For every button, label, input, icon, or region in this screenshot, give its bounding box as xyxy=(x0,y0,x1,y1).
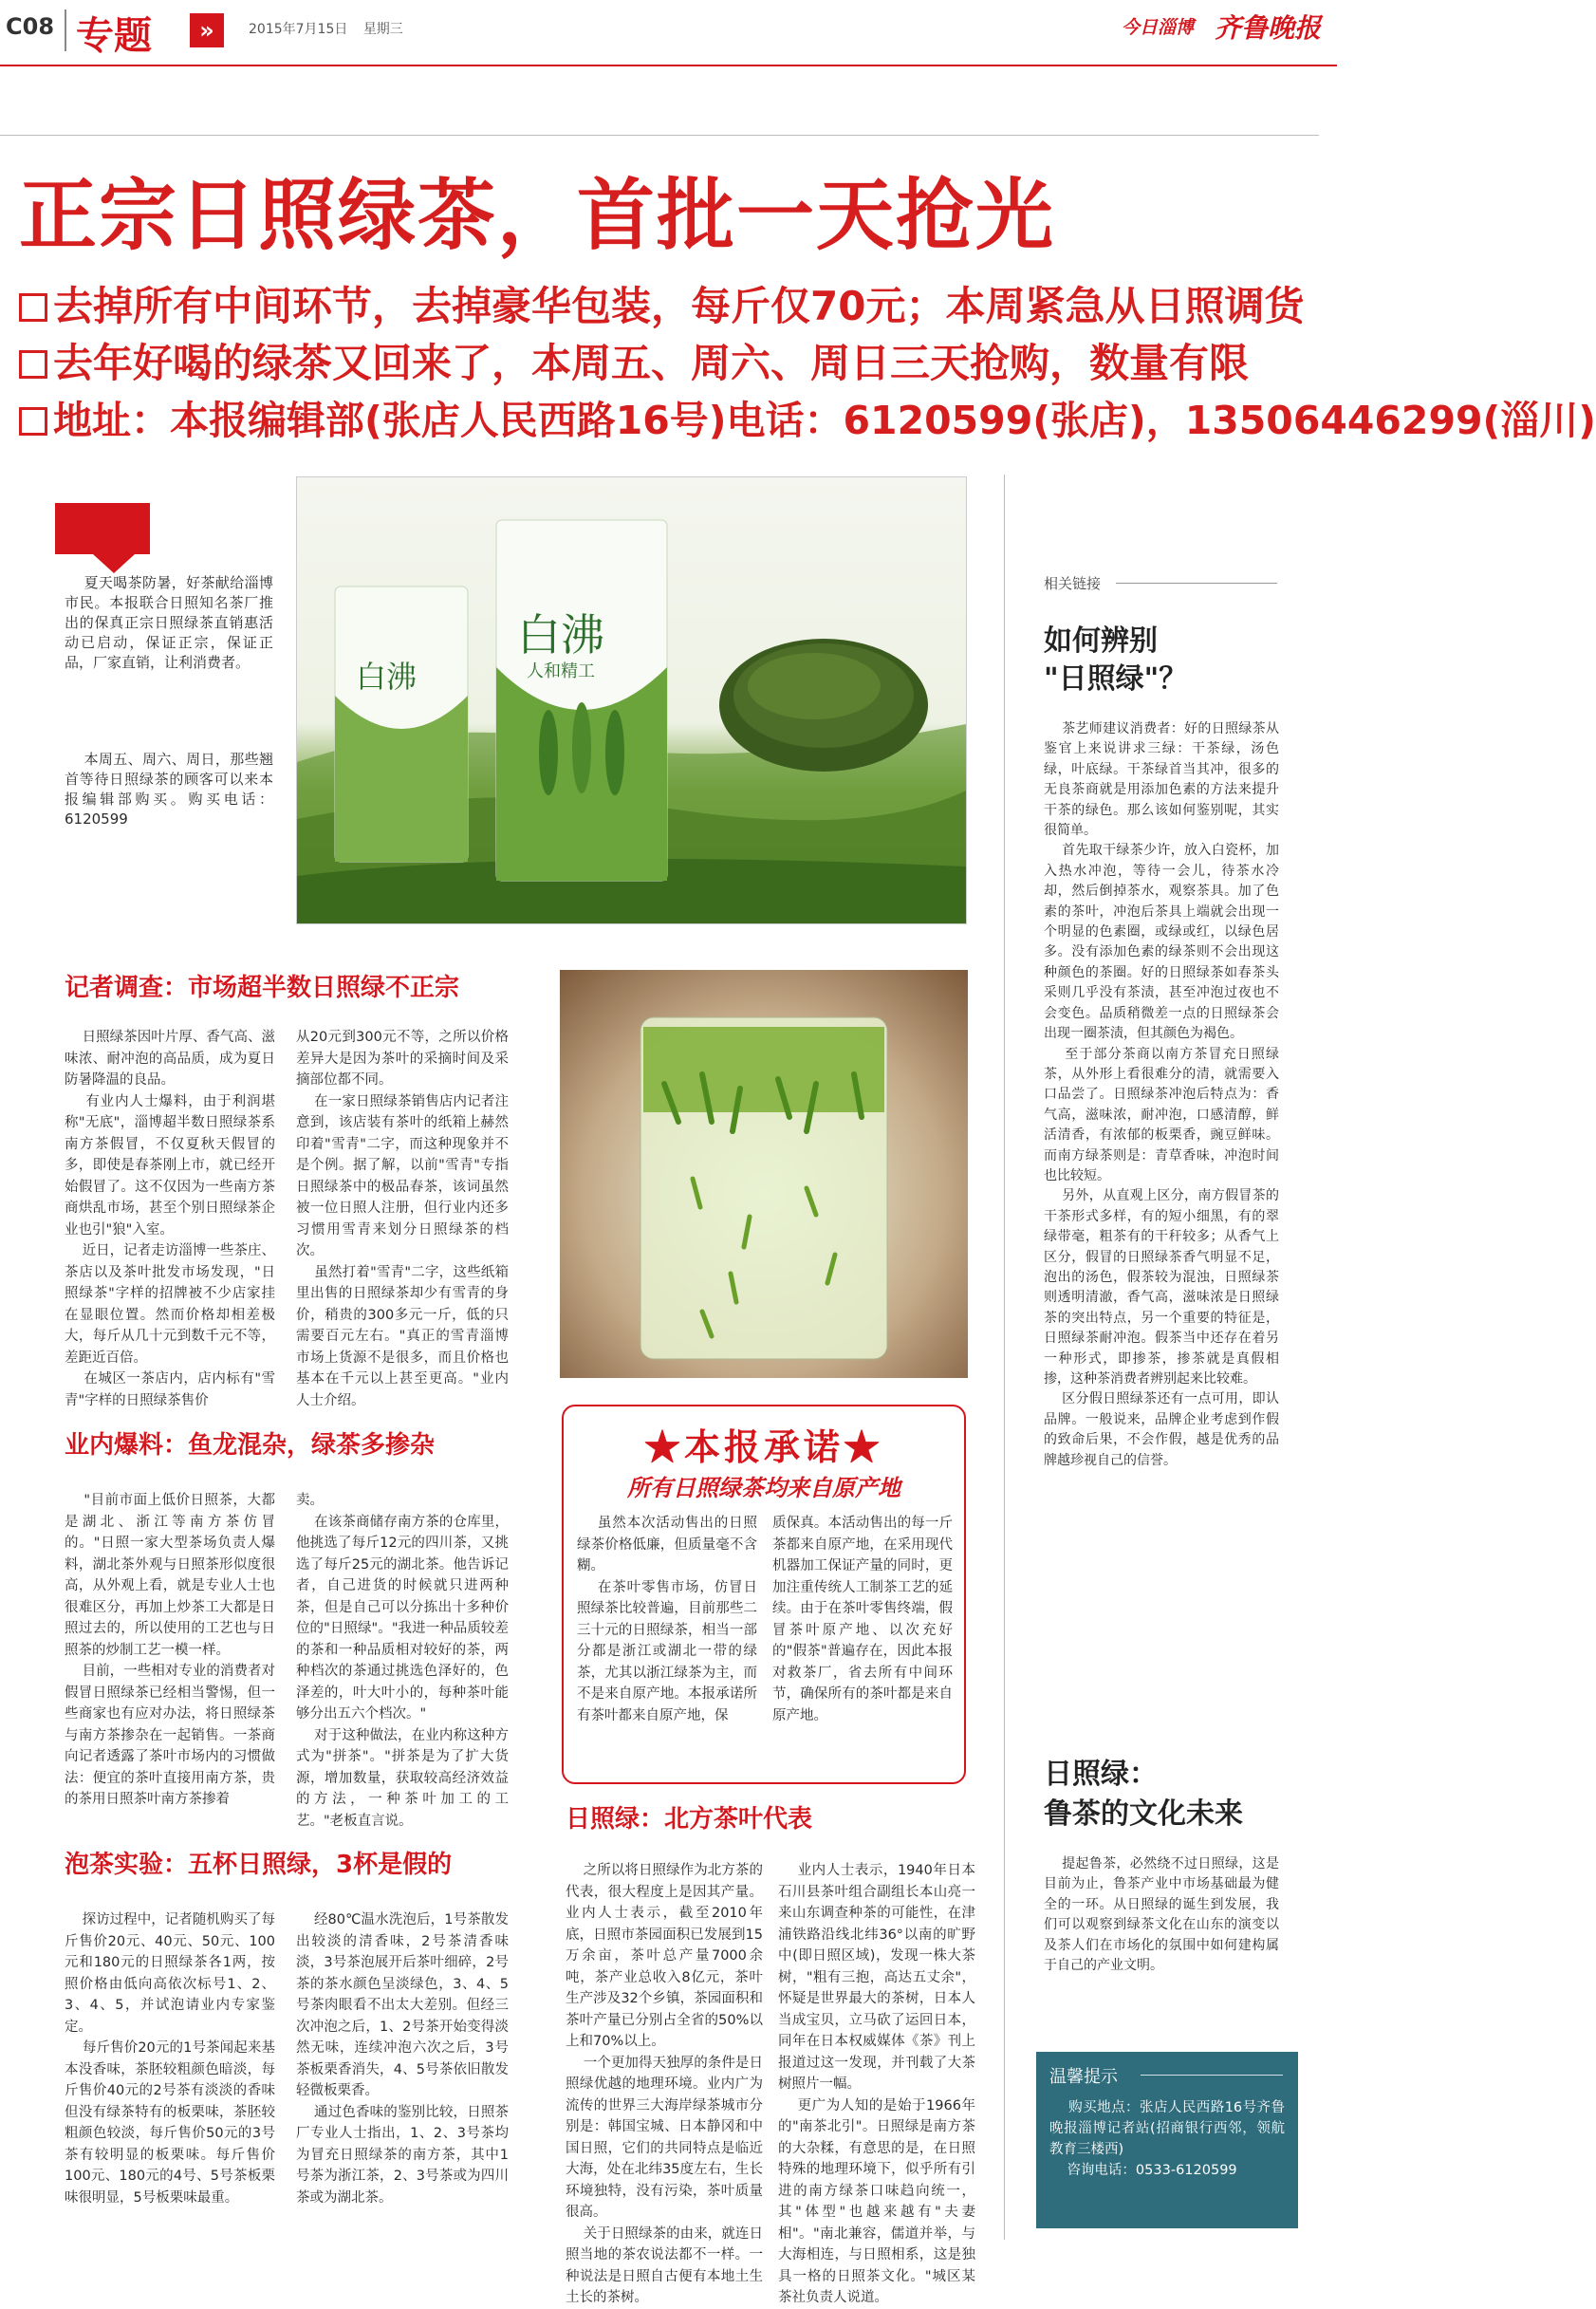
highlight-line-2 xyxy=(19,340,1249,387)
bag-label-small: 白沸 xyxy=(356,659,418,695)
promise-title: ★本报承诺★ xyxy=(643,1425,883,1468)
tip-body: 购买地点：张店人民西路16号齐鲁晚报淄博记者站(招商银行西邻，领航教育三楼西) 咨询电话：0533-6120599 xyxy=(1049,2100,1286,2178)
promise-col-1: 虽然本次活动售出的日照绿茶价格低廉，但质量毫不含糊。 在茶叶零售市场，仿冒日照绿茶比较普遍，目前那些二三十元的日照绿茶，相当一部分都是浙江或湖北一带的绿茶，尤其以浙江绿茶为主，而不是来自原产地。本报承诺所有茶叶都来自原产地，保 xyxy=(577,1516,758,1723)
newspaper-logo: 齐鲁晚报 xyxy=(1215,12,1322,44)
section-arrow-icon: » xyxy=(190,13,224,47)
identify-title-line-2: "日照绿"？ xyxy=(1044,662,1188,696)
checkbox-icon xyxy=(19,350,47,379)
identify-body: 茶艺师建议消费者：好的日照绿茶从鉴官上来说讲求三绿：干茶绿，汤色绿，叶底绿。干茶绿首当其冲，很多的无良茶商就是用添加色素的方法来提升干茶的绿色。那么该如何鉴别呢，其实很简单。 首先取干绿茶少许，放入白瓷杯，加入热水冲泡，等待一会儿，待茶水冷却，然后倒掉茶水，观察茶具。加了色素的茶叶，冲泡后茶具上端就会出现一个明显的色素圈，或绿或红，以绿色居多。没有添加色素的绿茶则不会出现这种颜色的茶圈。好的日照绿茶如春茶头采则几乎没有茶渍，甚至冲泡过夜也不会变色。品质稍微差一点的日照绿茶会出现一圈茶渍，但其颜色为褐色。 至于部分茶商以南方茶冒充日照绿茶，从外形上看很难分的清，就需要入口品尝了。日照绿茶冲泡后特点为：香气高，滋味浓，耐冲泡，口感清醇，鲜活清香，有浓郁的板栗香，豌豆鲜味。而南方绿茶则是：青草香味，冲泡时间也比较短。 另外，从直观上区分，南方假冒茶的干茶形式多样，有的短小细黑，有的翠绿带毫，粗茶有的干秆较多；从香气上区分，假冒的日照绿茶香气明显不足，泡出的汤色，假茶较为混浊，日照绿茶则透明清澈，香气高，滋味浓是日照绿茶的突出特点，另一个重要的特征是，日照绿茶耐冲泡。假茶当中还存在着另一种形式，即掺茶，掺茶就是真假相掺，这种茶消费者辨别起来比较难。 区分假日照绿茶还有一点可用，即认品牌。一般说来，品牌企业考虑到作假的致命后果，不会作假，越是优秀的品牌越珍视自己的信誉。 xyxy=(1044,721,1279,1468)
insider-col-2: 卖。 在该茶商储存南方茶的仓库里，他挑选了每斤12元的四川茶，又挑选了每斤25元的湖北茶。他告诉记者，自己进货的时候就只进两种茶，但是自己可以分拣出十多种价位的"日照绿"。"我进一种品质较差的茶和一种品质相对较好的茶，两种档次的茶通过挑选色泽好的，色泽差的，叶大叶小的，每种茶叶能够分出五六个档次。" 对于这种做法，在业内称这种方式为"拼茶"。"拼茶是为了扩大货源，增加数量，获取较高经济效益的方法，一种茶叶加工的工艺。"老板直言说。 xyxy=(296,1493,510,1829)
intro-paragraph-2: 本周五、周六、周日，那些翘首等待日照绿茶的顾客可以来本报编辑部购买。购买电话：6120599 xyxy=(65,751,273,828)
north-tea-col-2: 业内人士表示，1940年日本石川县茶叶组合副组长本山亮一来山东调查种茶的可能性，在津浦铁路沿线北纬36°以南的旷野中(即日照区域)，发现一株大茶树，"粗有三抱，高达五丈余"，怀疑是世界最大的茶树，日本人当成宝贝，立马砍了运回日本，同年在日本权威媒体《茶》刊上报道过这一发现，并刊载了大茶树照片一幅。 更广为人知的是始于1966年的"南茶北引"。日照绿是南方茶的大杂糅，有意思的是，在日照特殊的地理环境下，似乎所有引进的南方绿茶口味趋向统一，其"体型"也越来越有"夫妻相"。"南北兼容，儒道并举，与大海相连，与日照相系，这是独具一格的日照茶文化。"城区某茶社负责人说道。 xyxy=(778,1863,975,2305)
experiment-col-2: 经80℃温水洗泡后，1号茶散发出较淡的清香味，2号茶清香味淡，3号茶泡展开后茶叶细碎，2号茶的茶水颜色呈淡绿色，3、4、5号茶肉眼看不出太大差别。但经三次冲泡之后，1、2号茶开始变得淡然无味，连续冲泡六次之后，3号茶板栗香消失，4、5号茶依旧散发轻微板栗香。 通过色香味的鉴别比较，日照茶厂专业人士指出，1、2、3号茶均为冒充日照绿茶的南方茶，其中1号茶为浙江茶，2、3号茶或为四川茶或为湖北茶。 xyxy=(296,1912,510,2206)
section-title-insider: 业内爆料：鱼龙混杂，绿茶多掺杂 xyxy=(65,1431,436,1460)
culture-title-line-1: 日照绿： xyxy=(1044,1758,1158,1791)
sidebar-divider xyxy=(1004,475,1005,2240)
culture-body: 提起鲁茶，必然绕不过日照绿，这是目前为止，鲁茶产业中市场基础最为健全的一环。从日照绿的诞生到发展，我们可以观察到绿茶文化在山东的演变以及茶人们在市场化的氛围中如何建构属于自己的产业文明。 xyxy=(1044,1856,1279,1974)
investigation-col-2: 从20元到300元不等，之所以价格差异大是因为茶叶的采摘时间及采摘部位都不同。 在一家日照绿茶销售店内记者注意到，该店装有茶叶的纸箱上赫然印着"雪青"二字，而这种现象并不是个例。据了解，以前"雪青"专指日照绿茶中的极品春茶，该词虽然被一位日照人注册，但行业内还多习惯用雪青来划分日照绿茶的档次。 虽然打着"雪青"二字，这些纸箱里出售的日照绿茶却少有雪青的身价，稍贵的300多元一斤，低的只需要百元左右。"真正的雪青淄博市场上货源不是很多，而且价格也基本在千元以上甚至更高。"业内人士介绍。 xyxy=(296,1030,510,1408)
intro-paragraph-1: 夏天喝茶防暑，好茶献给淄博市民。本报联合日照知名茶厂推出的保真正宗日照绿茶直销惠活动已启动，保证正宗，保证正品，厂家直销，让利消费者。 xyxy=(65,574,273,671)
highlight-text: 地址：本报编辑部(张店人民西路16号)电话：6120599(张店)，13506446299(淄川) xyxy=(53,398,1596,443)
tip-label: 温馨提示 xyxy=(1049,2067,1118,2087)
section-label: 专题 xyxy=(76,14,152,58)
checkbox-icon xyxy=(19,407,47,436)
headline: 正宗日照绿茶，首批一天抢光 xyxy=(19,171,1056,261)
highlight-line-1 xyxy=(19,283,1304,330)
column-name: 今日淄博 xyxy=(1122,17,1195,38)
tea-products-illustration xyxy=(297,477,966,923)
page-header xyxy=(0,0,1337,87)
insider-col-1: "目前市面上低价日照茶，大都是湖北、浙江等南方茶仿冒的。"日照一家大型茶场负责人爆料，湖北茶外观与日照茶形似度很高，从外观上看，就是专业人士也很难区分，再加上炒茶工大都是日照过去的，所以使用的工艺也与日照茶的炒制工艺一模一样。 目前，一些相对专业的消费者对假冒日照绿茶已经相当警惕，但一些商家也有应对办法，将日照绿茶与南方茶掺杂在一起销售。一茶商向记者透露了茶叶市场内的习惯做法：便宜的茶叶直接用南方茶，贵的茶用日照茶叶南方茶掺着 xyxy=(65,1493,276,1807)
weekday-text: 星期三 xyxy=(362,22,403,37)
header-rule xyxy=(0,65,1337,66)
related-links-label: 相关链接 xyxy=(1044,575,1102,592)
highlight-text: 去年好喝的绿茶又回来了，本周五、周六、周日三天抢购，数量有限 xyxy=(53,340,1250,386)
tip-label-rule xyxy=(1141,2075,1283,2076)
experiment-col-1: 探访过程中，记者随机购买了每斤售价20元、40元、50元、100元和180元的日照绿茶各1两，按照价格由低向高依次标号1、2、3、4、5，并试泡请业内专家鉴定。 每斤售价20元的1号茶闻起来基本没香味，茶胚较粗颜色暗淡，每斤售价40元的2号茶有淡淡的香味但没有绿茶特有的板栗味，茶胚较粗颜色较淡，每斤售价50元的3号茶有较明显的板栗味。每斤售价100元、180元的4号、5号茶板栗味很明显，5号板栗味最重。 xyxy=(65,1912,276,2206)
bag-label-main: 白沸 xyxy=(517,609,604,661)
north-tea-col-1: 之所以将日照绿作为北方茶的代表，很大程度上是因其产量。业内人士表示，截至2010年底，日照市茶园面积已发展到15万余亩，茶叶总产量7000余吨，茶产业总收入8亿元，茶叶生产涉及32个乡镇，茶园面积和茶叶产量已分别占全省的50%以上和70%以上。 一个更加得天独厚的条件是日照绿优越的地理环境。业内广为流传的世界三大海岸绿茶城市分别是：韩国宝城、日本静冈和中国日照，它们的共同特点是临近大海，处在北纬35度左右，生长环境独特，没有污染，茶叶质量很高。 关于日照绿茶的由来，就连日照当地的茶农说法都不一样。一种说法是日照自古便有本地土生土长的茶树。 xyxy=(566,1863,763,2305)
tip-box xyxy=(1036,2052,1298,2228)
header-divider xyxy=(65,9,66,51)
date-text: 2015年7月15日 xyxy=(249,22,348,37)
section-title-investigation: 记者调查：市场超半数日照绿不正宗 xyxy=(65,974,460,1002)
header-rule-thin xyxy=(0,135,1319,136)
highlight-line-3 xyxy=(19,397,1596,444)
intro-red-tab-tail xyxy=(93,554,135,573)
promise-box xyxy=(562,1405,966,1784)
intro-red-tab xyxy=(55,503,150,554)
bag-label-sub: 人和精工 xyxy=(527,661,595,681)
tea-glass-photo xyxy=(560,970,968,1378)
issue-date xyxy=(249,19,403,38)
related-links-rule xyxy=(1116,583,1277,584)
section-title-experiment: 泡茶实验：五杯日照绿，3杯是假的 xyxy=(65,1851,453,1879)
page-number: C08 xyxy=(6,13,55,40)
investigation-col-1: 日照绿茶因叶片厚、香气高、滋味浓、耐冲泡的高品质，成为夏日防暑降温的良品。 有业内人士爆料，由于利润堪称"无底"，淄博超半数日照绿茶系南方茶假冒，不仅夏秋天假冒的多，即使是春茶刚上市，就已经开始假冒了。这不仅因为一些南方茶商烘乱市场，甚至个别日照绿茶企业也引"狼"入室。 近日，记者走访淄博一些茶庄、茶店以及茶叶批发市场发现，"日照绿茶"字样的招牌被不少店家挂在显眼位置。然而价格却相差极大，每斤从几十元到数千元不等，差距近百倍。 在城区一茶店内，店内标有"雪青"字样的日照绿茶售价 xyxy=(65,1030,276,1408)
tea-glass-illustration xyxy=(560,970,968,1378)
product-photo xyxy=(296,476,967,924)
promise-subtitle: 所有日照绿茶均来自原产地 xyxy=(627,1474,900,1501)
highlight-text: 去掉所有中间环节，去掉豪华包装，每斤仅70元；本周紧急从日照调货 xyxy=(53,283,1305,329)
section-title-north-tea: 日照绿：北方茶叶代表 xyxy=(566,1805,813,1834)
identify-title-line-1: 如何辨别 xyxy=(1044,624,1158,658)
checkbox-icon xyxy=(19,293,47,322)
culture-title-line-2: 鲁茶的文化未来 xyxy=(1044,1797,1243,1831)
promise-col-2: 质保真。本活动售出的每一斤茶都来自原产地，在采用现代机器加工保证产量的同时，更加注重传统人工制茶工艺的延续。由于在茶叶零售终端，假冒茶叶原产地、以次充好的"假茶"普遍存在，因此本报对救茶厂，省去所有中间环节，确保所有的茶叶都是来自原产地。 xyxy=(772,1516,953,1723)
